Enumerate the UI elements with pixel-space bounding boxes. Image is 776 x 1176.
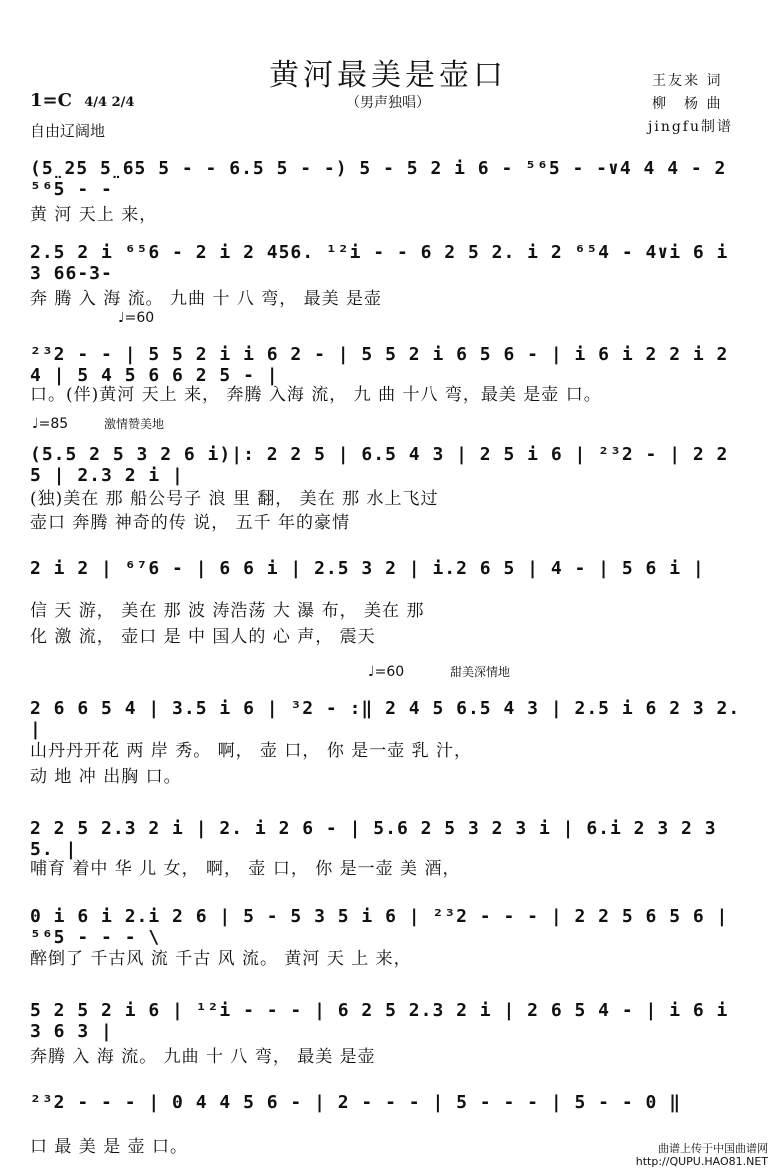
lyric-line-verse-2: 壶口 奔腾 神奇的传 说， 五千 年的豪情 [30, 513, 351, 533]
source-footer [636, 1142, 768, 1168]
expression-start: 自由辽阔地 [30, 122, 106, 140]
lyric-line: 口。(伴)黄河 天上 来， 奔腾 入海 流， 九 曲 十八 弯，最美 是壶 口。 [30, 385, 602, 405]
lyric-line-verse-1: 信 天 游， 美在 那 波 涛浩荡 大 瀑 布， 美在 那 [30, 601, 425, 621]
composer-credit: 柳 杨 曲 [652, 96, 723, 112]
tempo-marking-3: ♩=60 [368, 664, 405, 680]
footer-url: http://QUPU.HAO81.NET [635, 1155, 768, 1168]
expression-sweet: 甜美深情地 [450, 665, 511, 679]
notation-line: 0 i 6 i 2.i 2 6 | 5 - 5 3 5 i 6 | ²³2 - - - | 2 2 5 6 5 6 | ⁵⁶5 - - - \ [30, 906, 729, 948]
notation-line: 2.5 2 i ⁶⁵6 - 2 i 2 456. ¹²i - - 6 2 5 2. i 2 ⁶⁵4 - 4∨i 6 i 3 66-3- [30, 242, 729, 284]
lyric-line: 醉倒了 千古风 流 千古 风 流。 黄河 天 上 来， [30, 949, 412, 969]
lyric-line: 哺育 着中 华 儿 女， 啊， 壶 口， 你 是一壶 美 酒， [30, 859, 461, 879]
lyric-line-verse-2: 动 地 冲 出胸 口。 [30, 767, 182, 787]
time-signature: 4/4 2/4 [84, 95, 135, 110]
notation-credit: jingfu制谱 [648, 119, 733, 135]
lyricist-credit: 王友来 词 [652, 73, 723, 89]
footer-site-name: 曲谱上传于中国曲谱网 [658, 1142, 768, 1155]
key-signature: 1=C 4/4 2/4 [30, 90, 135, 111]
lyric-line-verse-2: 化 激 流， 壶口 是 中 国人的 心 声， 震天 [30, 627, 376, 647]
lyric-line: 奔 腾 入 海 流。 九曲 十 八 弯， 最美 是壶 [30, 289, 383, 309]
notation-line: (5.5 2 5 3 2 6 i)|: 2 2 5 | 6.5 4 3 | 2 5 i 6 | ²³2 - | 2 2 5 | 2.3 2 i | [30, 444, 729, 486]
tempo-marking-1: ♩=60 [118, 310, 155, 326]
lyric-line: 奔腾 入 海 流。 九曲 十 八 弯， 最美 是壶 [30, 1047, 376, 1067]
notation-line: 2 2 5 2.3 2 i | 2. i 2 6 - | 5.6 2 5 3 2 3 i | 6.i 2 3 2 3 5. | [30, 818, 717, 860]
lyric-line-verse-1: (独)美在 那 船公号子 浪 里 翻， 美在 那 水上飞过 [30, 489, 439, 509]
song-subtitle: （男声独唱） [346, 95, 430, 111]
notation-line: 2 6 6 5 4 | 3.5 i 6 | ³2 - :‖ 2 4 5 6.5 4 3 | 2.5 i 6 2 3 2. | [30, 698, 741, 740]
notation-line: ²³2 - - | 5 5 2 i i 6 2 - | 5 5 2 i 6 5 6 - | i 6 i 2 2 i 2 4 | 5 4 5 6 6 2 5 - | [30, 344, 729, 386]
tempo-marking-2: ♩=85 [32, 416, 69, 432]
notation-line: ²³2 - - - | 0 4 4 5 6 - | 2 - - - | 5 - - - | 5 - - 0 ‖ [30, 1092, 682, 1113]
lyric-line: 黄 河 天上 来， [30, 205, 158, 225]
lyric-line: 口 最 美 是 壶 口。 [30, 1137, 189, 1157]
song-title: 黄河最美是壶口 [269, 58, 507, 93]
notation-line: 2 i 2 | ⁶⁷6 - | 6 6 i | 2.5 3 2 | i.2 6 5 | 4 - | 5 6 i | [30, 558, 705, 579]
notation-line: (5̤25 5̤65 5 - - 6.5 5 - -) 5 - 5 2 i 6 - ⁵⁶5 - -∨4 4 4 - 2 ⁵⁶5 - - [30, 158, 727, 200]
lyric-line-verse-1: 山丹丹开花 两 岸 秀。 啊， 壶 口， 你 是一壶 乳 汁， [30, 741, 473, 761]
notation-line: 5 2 5 2 i 6 | ¹²i - - - | 6 2 5 2.3 2 i | 2 6 5 4 - | i 6 i 3 6 3 | [30, 1000, 729, 1042]
expression-passionate: 激情赞美地 [104, 417, 165, 431]
